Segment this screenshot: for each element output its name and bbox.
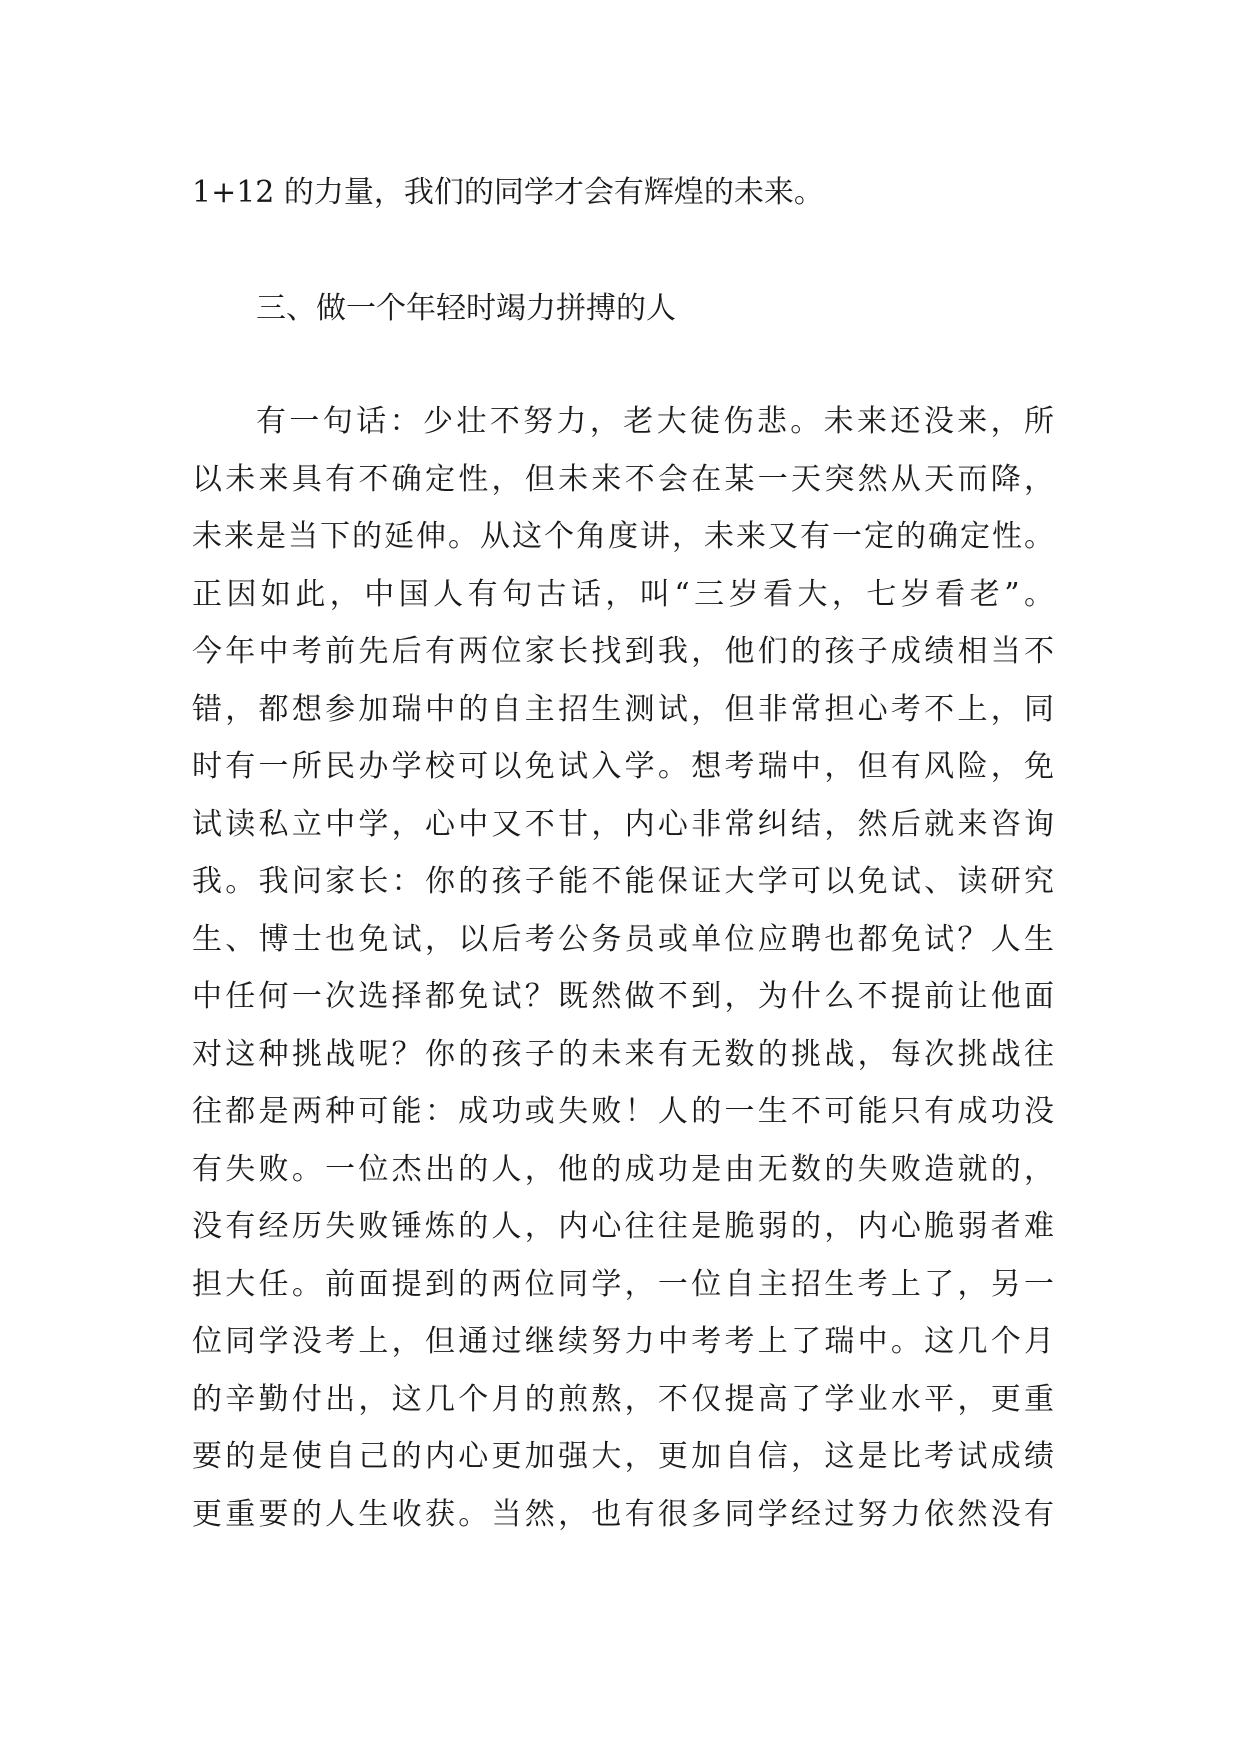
body-line: 生、博士也免试，以后考公务员或单位应聘也都免试？人生 <box>192 921 1054 957</box>
body-line: 担大任。前面提到的两位同学，一位自主招生考上了，另一 <box>192 1266 1054 1302</box>
body-line: 正因如此，中国人有句古话，叫“三岁看大，七岁看老”。 <box>192 576 1054 612</box>
body-line: 有失败。一位杰出的人，他的成功是由无数的失败造就的， <box>192 1151 1054 1187</box>
document-body <box>192 164 1054 1543</box>
body-line: 没有经历失败锤炼的人，内心往往是脆弱的，内心脆弱者难 <box>192 1209 1054 1244</box>
body-line: 今年中考前先后有两位家长找到我，他们的孩子成绩相当不 <box>192 634 1054 669</box>
intro-paragraph <box>192 164 1054 222</box>
body-line: 有一句话：少壮不努力，老大徒伤悲。未来还没来，所 <box>256 404 1054 439</box>
body-line: 时有一所民办学校可以免试入学。想考瑞中，但有风险，免 <box>192 749 1054 784</box>
body-line: 未来是当下的延伸。从这个角度讲，未来又有一定的确定性。 <box>192 519 1054 554</box>
body-line: 错，都想参加瑞中的自主招生测试，但非常担心考不上，同 <box>192 691 1054 727</box>
body-line: 我。我问家长：你的孩子能不能保证大学可以免试、读研究 <box>192 864 1054 899</box>
body-line: 要的是使自己的内心更加强大，更加自信，这是比考试成绩 <box>192 1439 1054 1474</box>
intro-line: 1+12 的力量，我们的同学才会有辉煌的未来。 <box>192 175 824 210</box>
body-line: 更重要的人生收获。当然，也有很多同学经过努力依然没有 <box>192 1496 1054 1532</box>
body-paragraph <box>192 393 1054 1543</box>
body-line: 位同学没考上，但通过继续努力中考考上了瑞中。这几个月 <box>192 1324 1054 1359</box>
body-line: 往都是两种可能：成功或失败！人的一生不可能只有成功没 <box>192 1094 1054 1129</box>
body-line: 对这种挑战呢？你的孩子的未来有无数的挑战，每次挑战往 <box>192 1036 1054 1072</box>
section-heading: 三、做一个年轻时竭力拼搏的人 <box>256 290 676 326</box>
body-line: 中任何一次选择都免试？既然做不到，为什么不提前让他面 <box>192 979 1054 1014</box>
body-line: 以未来具有不确定性，但未来不会在某一天突然从天而降， <box>192 461 1054 497</box>
body-line: 的辛勤付出，这几个月的煎熬，不仅提高了学业水平，更重 <box>192 1381 1054 1417</box>
body-line: 试读私立中学，心中又不甘，内心非常纠结，然后就来咨询 <box>192 806 1054 842</box>
